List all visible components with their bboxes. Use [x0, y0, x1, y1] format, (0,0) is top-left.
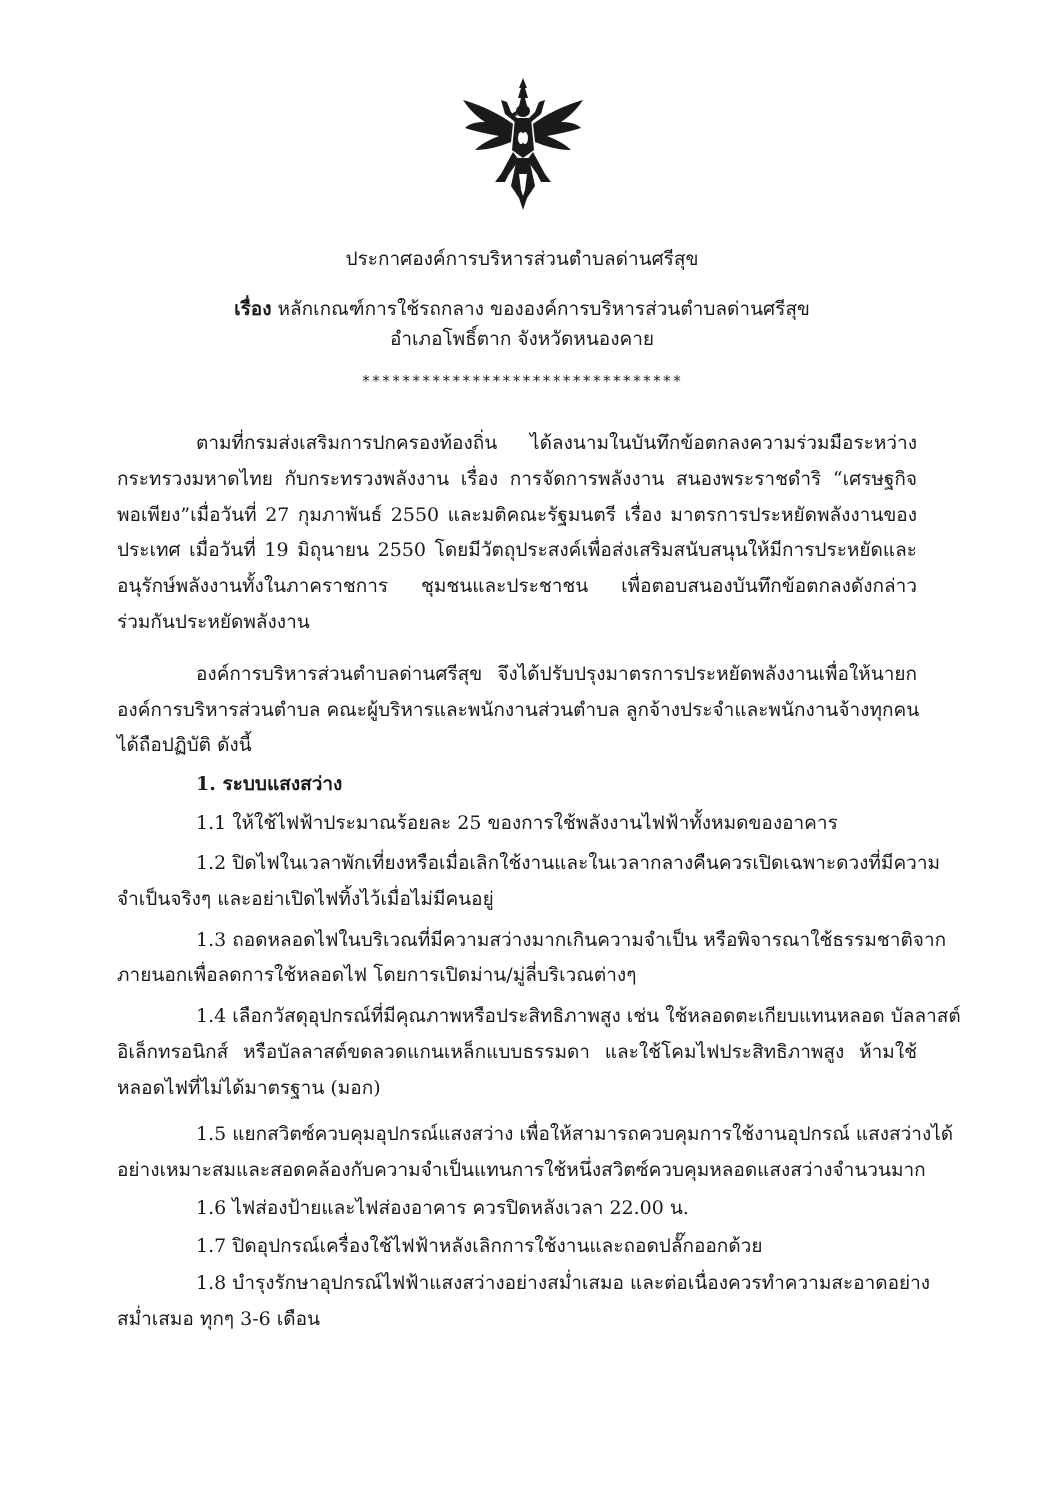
item-1-6: 1.6 ไฟส่องป้ายและไฟส่องอาคาร ควรปิดหลังเวลา 22.00 น. — [196, 1197, 689, 1219]
intro-line: พอเพียง”เมื่อวันที่ 27 กุมภาพันธ์ 2550 และมติคณะรัฐมนตรี เรื่อง มาตรการประหยัดพลังงานของ — [117, 504, 917, 526]
item-1-4-cont: หลอดไฟที่ไม่ได้มาตรฐาน (มอก) — [117, 1077, 381, 1099]
subject-text: หลักเกณฑ์การใช้รถกลาง ขององค์การบริหารส่วนตำบลด่านศรีสุข — [277, 298, 810, 320]
para2-line: องค์การบริหารส่วนตำบล คณะผู้บริหารและพนักงานส่วนตำบล ลูกจ้างประจำและพนักงานจ้างทุกคน — [117, 699, 920, 721]
intro-line: กระทรวงมหาดไทย กับกระทรวงพลังงาน เรื่อง การจัดการพลังงาน สนองพระราชดำริ “เศรษฐกิจ — [117, 468, 917, 490]
intro-line: ร่วมกันประหยัดพลังงาน — [117, 611, 310, 633]
separator-line: ******************************** — [361, 372, 683, 390]
item-1-8-cont: สม่ำเสมอ ทุกๆ 3-6 เดือน — [117, 1308, 320, 1330]
para2-line: ได้ถือปฏิบัติ ดังนี้ — [117, 734, 252, 756]
intro-line: ประเทศ เมื่อวันที่ 19 มิถุนายน 2550 โดยมีวัตถุประสงค์เพื่อส่งเสริมสนับสนุนให้มีการประหยัดและ — [117, 539, 917, 561]
item-1-4: 1.4 เลือกวัสดุอุปกรณ์ที่มีคุณภาพหรือประสิทธิภาพสูง เช่น ใช้หลอดตะเกียบแทนหลอด บัลลาสต์ — [196, 1005, 961, 1027]
para2-line: องค์การบริหารส่วนตำบลด่านศรีสุข จึงได้ปรับปรุงมาตรการประหยัดพลังงานเพื่อให้นายก — [196, 663, 917, 685]
item-1-7: 1.7 ปิดอุปกรณ์เครื่องใช้ไฟฟ้าหลังเลิกการใช้งานและถอดปลั๊กออกด้วย — [196, 1235, 763, 1257]
item-1-8: 1.8 บำรุงรักษาอุปกรณ์ไฟฟ้าแสงสว่างอย่างสม่ำเสมอ และต่อเนื่องควรทำความสะอาดอย่าง — [196, 1272, 931, 1294]
item-1-2-cont: จำเป็นจริงๆ และอย่าเปิดไฟทิ้งไว้เมื่อไม่มีคนอยู่ — [117, 888, 494, 910]
announcement-location: อำเภอโพธิ์ตาก จังหวัดหนองคาย — [389, 328, 655, 350]
item-1-2: 1.2 ปิดไฟในเวลาพักเที่ยงหรือเมื่อเลิกใช้งานและในเวลากลางคืนควรเปิดเฉพาะดวงที่มีความ — [196, 852, 941, 874]
garuda-emblem-icon — [461, 78, 585, 210]
section1-heading: 1. ระบบแสงสว่าง — [196, 773, 343, 795]
item-1-3: 1.3 ถอดหลอดไฟในบริเวณที่มีความสว่างมากเกินความจำเป็น หรือพิจารณาใช้ธรรมชาติจาก — [196, 929, 947, 951]
item-1-5: 1.5 แยกสวิตซ์ควบคุมอุปกรณ์แสงสว่าง เพื่อให้สามารถควบคุมการใช้งานอุปกรณ์ แสงสว่างได้ — [196, 1123, 954, 1145]
item-1-4-cont: อิเล็กทรอนิกส์ หรือบัลลาสต์ขดลวดแกนเหล็กแบบธรรมดา และใช้โคมไฟประสิทธิภาพสูง ห้ามใช้ — [117, 1041, 917, 1063]
subject-label: เรื่อง — [234, 298, 272, 320]
announcement-title: ประกาศองค์การบริหารส่วนตำบลด่านศรีสุข — [345, 248, 699, 270]
item-1-3-cont: ภายนอกเพื่อลดการใช้หลอดไฟ โดยการเปิดม่าน/มู่ลี่บริเวณต่างๆ — [117, 964, 637, 986]
intro-line: ตามที่กรมส่งเสริมการปกครองท้องถิ่น ได้ลงนามในบันทึกข้อตกลงความร่วมมือระหว่าง — [196, 432, 917, 454]
item-1-5-cont: อย่างเหมาะสมและสอดคล้องกับความจำเป็นแทนการใช้หนึ่งสวิตซ์ควบคุมหลอดแสงสว่างจำนวนมาก — [117, 1159, 926, 1181]
item-1-1: 1.1 ให้ใช้ไฟฟ้าประมาณร้อยละ 25 ของการใช้พลังงานไฟฟ้าทั้งหมดของอาคาร — [196, 812, 838, 834]
intro-line: อนุรักษ์พลังงานทั้งในภาคราชการ ชุมชนและประชาชน เพื่อตอบสนองบันทึกข้อตกลงดังกล่าว — [117, 575, 917, 597]
announcement-subject — [0, 297, 1044, 322]
